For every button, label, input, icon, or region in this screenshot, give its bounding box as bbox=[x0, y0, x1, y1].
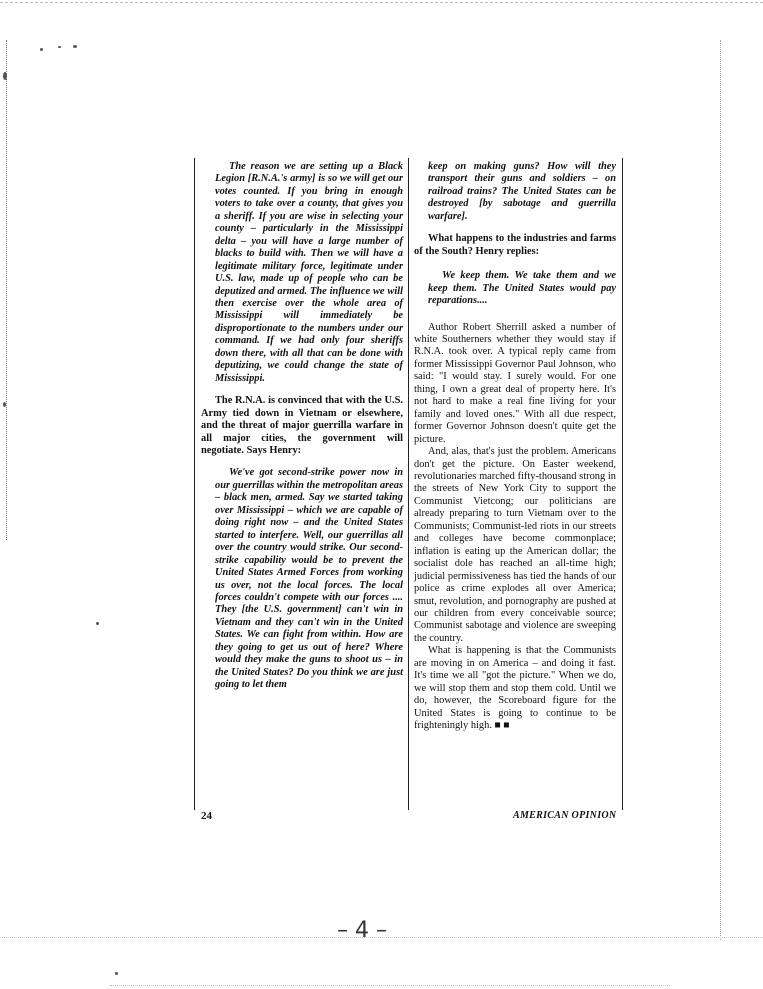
right-paragraph-3: And, alas, that's just the problem. Americans don't get the picture. On Easter weekend, revolutionaries marched fifty-thousand strong in the streets of New York City to support the Communist Vietcong; our politicians are already preparing to turn Vietnam over to the Communists; Communist-led riots in our streets and colleges have become commonplace; inflation is eating up the American dollar; the socialist dole has reached an all-time high; judicial permissiveness has tied the hands of our police as crime explodes all over America; smut, revolution, and pornography are pushed at our children from every conceivable source; Communist sabotage and violence are sweeping the country. bbox=[414, 446, 616, 644]
left-quote-1: The reason we are setting up a Black Legion [R.N.A.'s army] is so we will get our votes counted. If you bring in enough voters to take over a county, that gives you a sheriff. If you are wise in selecting your county – particularly in the Mississippi delta – you will have a large number of blacks to build with. Then we will have a legitimate military force, legitimate under U.S. law, made up of people who can be deputized and armed. The influence we will then exercise over the whole area of Mississippi will immediately be disproportionate to the numbers under our command. If we had only four sheriffs down there, with all that can be done with deputizing, we could change the state of Mississippi. bbox=[215, 161, 403, 384]
scan-speck bbox=[58, 46, 61, 48]
right-quote-1: keep on making guns? How will they transport their guns and soldiers – on railroad trains? The United States can be destroyed [by sabotage and guerrilla warfare]. bbox=[428, 161, 616, 222]
center-column-rule bbox=[408, 158, 409, 810]
left-paragraph-1: The R.N.A. is convinced that with the U.S. Army tied down in Vietnam or elsewhere, and the threat of major guerrilla warfare in all major cities, the government will negotiate. Says Henry: bbox=[201, 395, 403, 456]
scan-speck bbox=[40, 48, 43, 51]
right-paragraph-4: What is happening is that the Communists are moving in on America – and doing it fast. It's time we all "got the picture." When we do, we will stop them and stop them cold. Until we do, however, the Scoreboard figure for the United States is going to continue to be frighteningly high. ■ ■ bbox=[414, 645, 616, 732]
scan-edge-right bbox=[720, 40, 723, 940]
scan-line-bottom-2 bbox=[110, 985, 670, 986]
handwritten-page-number: – 4 – bbox=[337, 918, 387, 943]
scan-speck bbox=[73, 45, 77, 48]
scan-speck bbox=[115, 972, 118, 975]
right-paragraph-1: What happens to the industries and farms of the South? Henry replies: bbox=[414, 233, 616, 257]
right-column bbox=[414, 161, 616, 732]
left-column-rule bbox=[194, 158, 195, 810]
scan-speck bbox=[96, 622, 99, 625]
scan-edge-top bbox=[0, 2, 763, 3]
right-column-rule bbox=[622, 158, 623, 810]
scan-speck bbox=[3, 402, 6, 407]
left-column bbox=[201, 161, 403, 692]
magazine-title: AMERICAN OPINION bbox=[513, 810, 617, 821]
right-paragraph-2: Author Robert Sherrill asked a number of white Southerners whether they would stay if R.N.A. took over. A typical reply came from former Mississippi Governor Paul Johnson, who said: "I would stay. I surely would. For one thing, I own a great deal of property here. It's not hard to make a real fine living for your family and loved ones." With all due respect, former Governor Johnson doesn't quite get the picture. bbox=[414, 321, 616, 445]
left-quote-2: We've got second-strike power now in our guerrillas within the metropolitan areas – black men, armed. Say we started taking over Mississippi – which we are capable of doing right now – and the United States started to interfere. Well, our guerrillas all over the country would strike. Our second-strike capability would be to prevent the United States Armed Forces from working us over, not the local forces. The local forces couldn't compete with our forces .... They [the U.S. government] can't win in Vietnam and they can't win in the United States. We can fight from within. How are they going to get us out of here? Where would they make the guns to shoot us – in the United States? Do you think we are just going to let them bbox=[215, 467, 403, 691]
page-number: 24 bbox=[201, 810, 212, 822]
scan-speck bbox=[3, 72, 7, 80]
right-quote-2: We keep them. We take them and we keep them. The United States would pay reparations.... bbox=[428, 270, 616, 307]
scan-edge-left bbox=[6, 40, 9, 540]
